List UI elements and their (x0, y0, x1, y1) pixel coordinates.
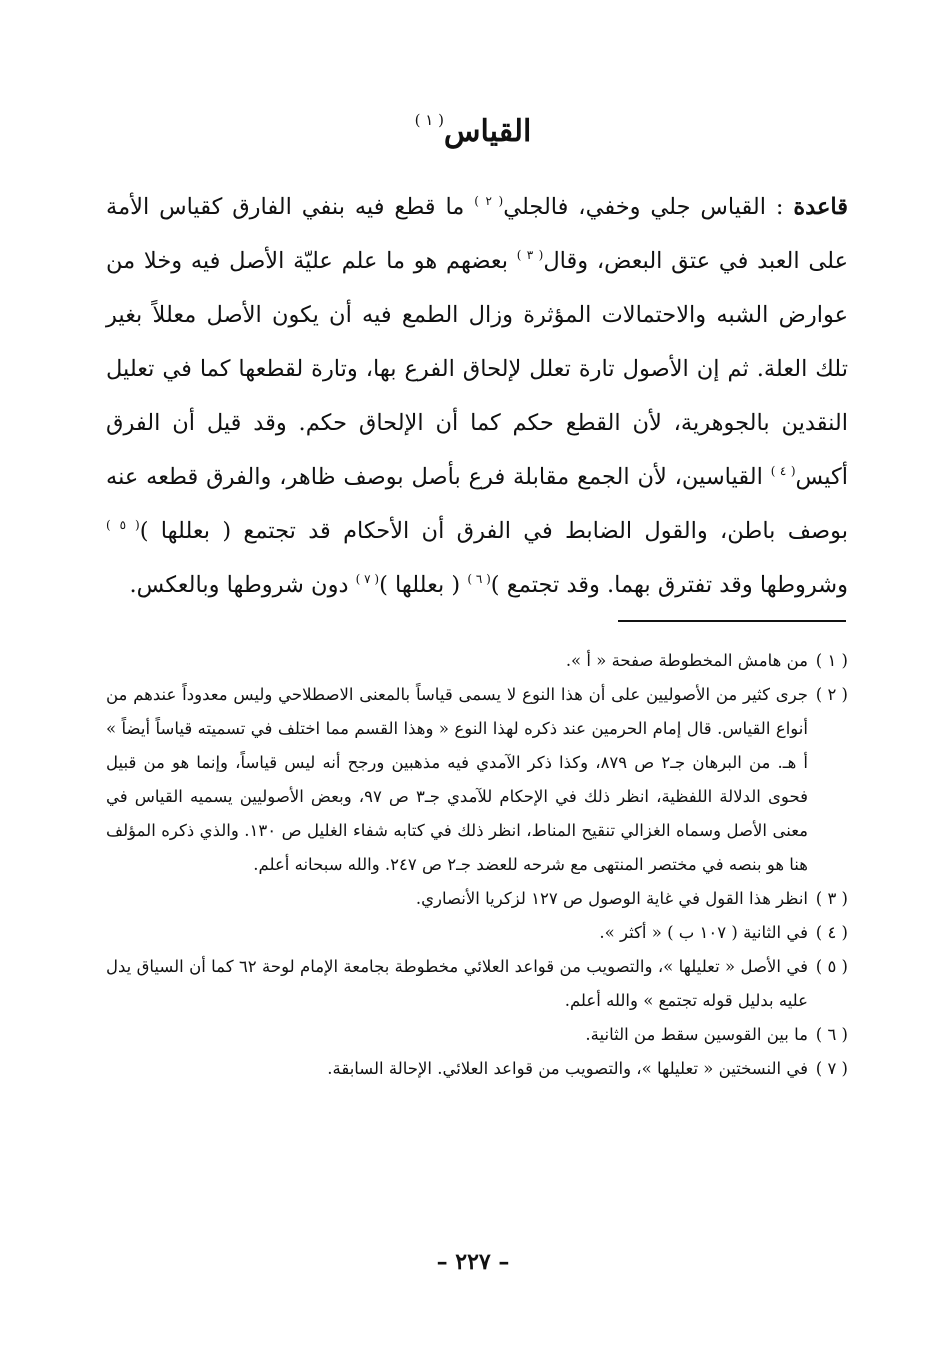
page-title (0, 98, 946, 154)
footnote-number: ( ٥ ) (815, 957, 848, 976)
body-segment: القياسين، لأن الجمع مقابلة فرع بأصل بوصف ظاهر، والفرق قطعه عنه بوصف باطن، والقول الضابط في الفرق أن الأحكام قد تجتمع ( بعللها ) (106, 464, 849, 544)
footnote-text: في الثانية ( ١٠٧ ب ) « أكثر ». (599, 923, 808, 942)
body-segment: : القياس جلي وخفي، فالجلي (503, 194, 784, 220)
footnote-text: في الأصل « تعليلها »، والتصويب من قواعد العلائي مخطوطة بجامعة الإمام لوحة ٦٢ كما أن السياق يدل عليه بدليل قوله تجتمع » والله أعلم. (106, 957, 809, 1010)
footnote-number: ( ٢ ) (815, 685, 848, 704)
footnote-number: ( ١ ) (815, 651, 848, 670)
footnote-item (106, 882, 848, 916)
body-segment: دون شروطها وبالعكس. (129, 572, 349, 598)
footnote-text: ما بين القوسين سقط من الثانية. (585, 1025, 808, 1044)
body-segment: وشروطها وقد تفترق بهما. وقد تجتمع ) (490, 572, 848, 598)
main-paragraph (106, 180, 848, 612)
footnote-item (106, 678, 848, 882)
rule-label: قاعدة (793, 194, 849, 220)
footnote-divider (618, 620, 846, 622)
title-text: القياس (443, 114, 532, 149)
footnote-text: جرى كثير من الأصوليين على أن هذا النوع لا يسمى قياساً بالمعنى الاصطلاحي وليس معدوداً عندهم من أنواع القياس. قال إمام الحرمين عند ذكره لهذا النوع « وهذا القسم مما اختلف في تسميته قياساً أيضاً » أ هـ. من البرهان جـ٢ ص ٨٧٩، وكذا ذكر الآمدي فيه مذهبين ورجح أنه ليس قياساً، وإنما هو من قبيل فحوى الدلالة اللفظية، انظر ذلك في الإحكام للآمدي جـ٣ ص ٩٧، وبعض الأصوليين يسميه القياس في معنى الأصل وسماه الغزالي تنقيح المناط، انظر ذلك في كتابه شفاء الغليل ص ١٣٠. والذي ذكره المؤلف هنا هو بنصه في مختصر المنتهى مع شرحه للعضد جـ٢ ص ٢٤٧. والله سبحانه أعلم. (106, 685, 808, 874)
footnote-ref: ( ٧ ) (355, 572, 380, 586)
footnote-item (106, 1052, 848, 1086)
footnote-item (106, 916, 848, 950)
footnote-number: ( ٤ ) (815, 923, 848, 942)
footnote-ref: ( ٢ ) (474, 194, 504, 208)
footnote-ref: ( ٣ ) (516, 248, 544, 262)
footnote-text: في النسختين « تعليلها »، والتصويب من قواعد العلائي. الإحالة السابقة. (327, 1059, 808, 1078)
title-footnote-ref: ( ١ ) (414, 111, 444, 129)
body-segment: ما قطع فيه بنفي الفارق كقياس الأمة على العبد في عتق البعض، وقال (106, 194, 849, 274)
footnote-number: ( ٣ ) (815, 889, 848, 908)
footnote-number: ( ٦ ) (815, 1025, 848, 1044)
footnote-ref: ( ٤ ) (770, 464, 796, 478)
footnote-number: ( ٧ ) (815, 1059, 848, 1078)
footnote-item (106, 1018, 848, 1052)
page-number: – ٢٢٧ – (436, 1249, 510, 1275)
body-segment: بعضهم هو ما علم عليّة الأصل فيه وخلا من عوارض الشبه والاحتمالات المؤثرة وزال الطمع فيه أن يكون الأصل معللاً بغير تلك العلة. ثم إن الأصول تارة تعلل لإلحاق الفرع بها، وتارة لقطعها كما في تعليل النقدين بالجوهرية، لأن القطع حكم كما أن الإلحاق حكم. وقد قيل أن الفرق أكيس (106, 248, 848, 490)
body-segment: ( بعللها ) (379, 572, 461, 598)
footnote-text: انظر هذا القول في غاية الوصول ص ١٢٧ لزكريا الأنصاري. (415, 889, 808, 908)
footnote-text: من هامش المخطوطة صفحة « أ ». (565, 651, 808, 670)
footnote-item (106, 950, 848, 1018)
footnotes-section (106, 644, 848, 1086)
footnote-ref: ( ٥ ) (106, 518, 140, 532)
footnote-ref: ( ٦ ) (467, 572, 491, 586)
footnote-item (106, 644, 848, 678)
